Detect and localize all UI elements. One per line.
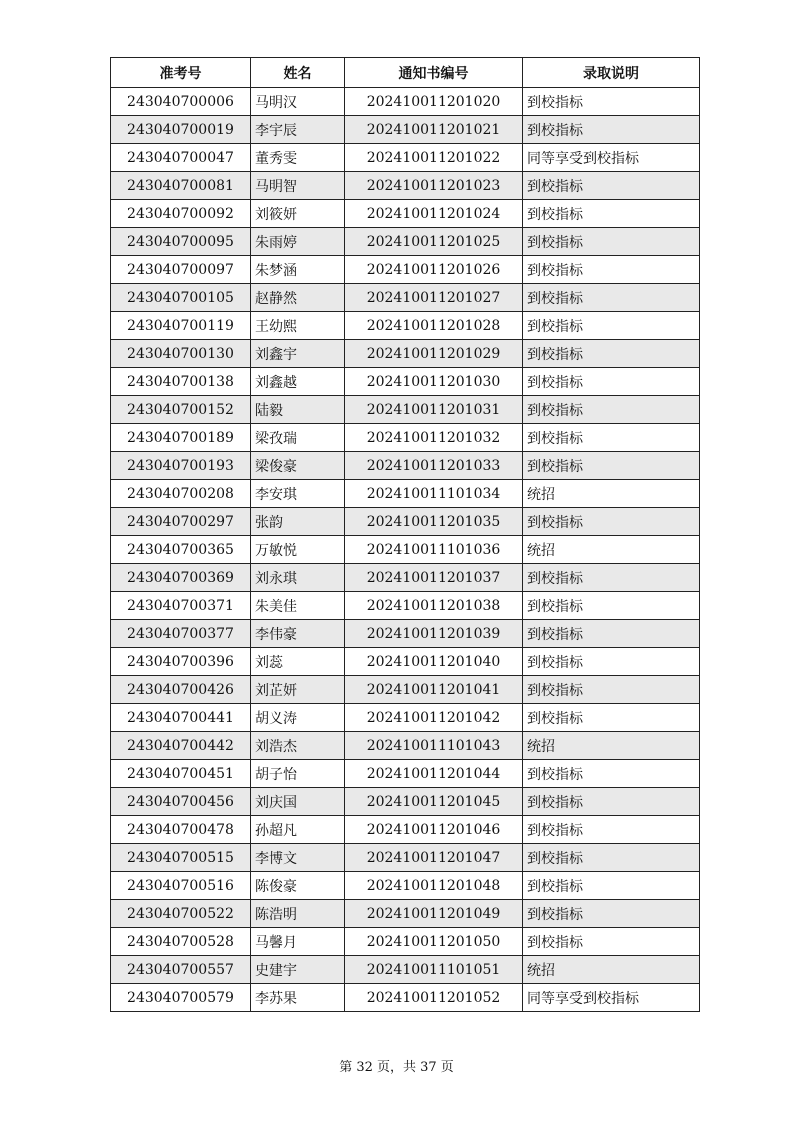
admission-note-cell: 到校指标 (523, 900, 700, 928)
notice-number-cell: 202410011201029 (345, 340, 523, 368)
exam-number-cell: 243040700426 (111, 676, 251, 704)
admission-note-cell: 到校指标 (523, 284, 700, 312)
exam-number-cell: 243040700119 (111, 312, 251, 340)
notice-number-cell: 202410011201048 (345, 872, 523, 900)
table-row (111, 564, 700, 592)
notice-number-cell: 202410011201045 (345, 788, 523, 816)
admission-note-cell: 统招 (523, 536, 700, 564)
header-notice-number: 通知书编号 (345, 58, 523, 88)
admission-table (110, 57, 700, 1012)
name-cell: 李伟豪 (251, 620, 345, 648)
name-cell: 刘蕊 (251, 648, 345, 676)
admission-note-cell: 到校指标 (523, 200, 700, 228)
name-cell: 万敏悦 (251, 536, 345, 564)
exam-number-cell: 243040700371 (111, 592, 251, 620)
admission-note-cell: 到校指标 (523, 704, 700, 732)
name-cell: 董秀雯 (251, 144, 345, 172)
notice-number-cell: 202410011201021 (345, 116, 523, 144)
name-cell: 朱雨婷 (251, 228, 345, 256)
name-cell: 李安琪 (251, 480, 345, 508)
notice-number-cell: 202410011201046 (345, 816, 523, 844)
name-cell: 刘筱妍 (251, 200, 345, 228)
table-row (111, 760, 700, 788)
name-cell: 李苏果 (251, 984, 345, 1012)
table-row (111, 396, 700, 424)
table-body (111, 88, 700, 1012)
notice-number-cell: 202410011201033 (345, 452, 523, 480)
table-row (111, 480, 700, 508)
exam-number-cell: 243040700365 (111, 536, 251, 564)
exam-number-cell: 243040700579 (111, 984, 251, 1012)
notice-number-cell: 202410011201022 (345, 144, 523, 172)
admission-note-cell: 到校指标 (523, 592, 700, 620)
notice-number-cell: 202410011201025 (345, 228, 523, 256)
name-cell: 梁俊豪 (251, 452, 345, 480)
admission-note-cell: 到校指标 (523, 648, 700, 676)
table-row (111, 200, 700, 228)
notice-number-cell: 202410011201040 (345, 648, 523, 676)
table-row (111, 228, 700, 256)
notice-number-cell: 202410011201030 (345, 368, 523, 396)
notice-number-cell: 202410011201047 (345, 844, 523, 872)
admission-note-cell: 到校指标 (523, 312, 700, 340)
name-cell: 朱梦涵 (251, 256, 345, 284)
notice-number-cell: 202410011201032 (345, 424, 523, 452)
notice-number-cell: 202410011201028 (345, 312, 523, 340)
table-row (111, 424, 700, 452)
notice-number-cell: 202410011201039 (345, 620, 523, 648)
admission-note-cell: 同等享受到校指标 (523, 144, 700, 172)
name-cell: 朱美佳 (251, 592, 345, 620)
table-row (111, 872, 700, 900)
header-admission-note: 录取说明 (523, 58, 700, 88)
admission-note-cell: 到校指标 (523, 620, 700, 648)
exam-number-cell: 243040700442 (111, 732, 251, 760)
header-exam-number: 准考号 (111, 58, 251, 88)
notice-number-cell: 202410011201041 (345, 676, 523, 704)
name-cell: 孙超凡 (251, 816, 345, 844)
admission-note-cell: 同等享受到校指标 (523, 984, 700, 1012)
name-cell: 陈浩明 (251, 900, 345, 928)
table-row (111, 592, 700, 620)
exam-number-cell: 243040700092 (111, 200, 251, 228)
notice-number-cell: 202410011101034 (345, 480, 523, 508)
admission-note-cell: 到校指标 (523, 872, 700, 900)
notice-number-cell: 202410011201038 (345, 592, 523, 620)
notice-number-cell: 202410011201050 (345, 928, 523, 956)
table-row (111, 900, 700, 928)
name-cell: 刘鑫越 (251, 368, 345, 396)
exam-number-cell: 243040700377 (111, 620, 251, 648)
exam-number-cell: 243040700189 (111, 424, 251, 452)
exam-number-cell: 243040700396 (111, 648, 251, 676)
exam-number-cell: 243040700557 (111, 956, 251, 984)
name-cell: 王幼熙 (251, 312, 345, 340)
name-cell: 李博文 (251, 844, 345, 872)
admission-note-cell: 到校指标 (523, 340, 700, 368)
table-row (111, 284, 700, 312)
table-row (111, 928, 700, 956)
table-row (111, 256, 700, 284)
notice-number-cell: 202410011201024 (345, 200, 523, 228)
exam-number-cell: 243040700047 (111, 144, 251, 172)
name-cell: 马馨月 (251, 928, 345, 956)
table-row (111, 88, 700, 116)
admission-note-cell: 到校指标 (523, 116, 700, 144)
notice-number-cell: 202410011101051 (345, 956, 523, 984)
notice-number-cell: 202410011101043 (345, 732, 523, 760)
name-cell: 刘永琪 (251, 564, 345, 592)
table-row (111, 536, 700, 564)
name-cell: 李宇辰 (251, 116, 345, 144)
header-name: 姓名 (251, 58, 345, 88)
table-row (111, 452, 700, 480)
exam-number-cell: 243040700369 (111, 564, 251, 592)
exam-number-cell: 243040700516 (111, 872, 251, 900)
table-header-row (111, 58, 700, 88)
notice-number-cell: 202410011201020 (345, 88, 523, 116)
notice-number-cell: 202410011201026 (345, 256, 523, 284)
admission-note-cell: 到校指标 (523, 368, 700, 396)
exam-number-cell: 243040700478 (111, 816, 251, 844)
admission-note-cell: 到校指标 (523, 816, 700, 844)
page-footer: 第 32 页，共 37 页 (339, 1060, 454, 1075)
exam-number-cell: 243040700522 (111, 900, 251, 928)
notice-number-cell: 202410011201044 (345, 760, 523, 788)
notice-number-cell: 202410011201023 (345, 172, 523, 200)
admission-note-cell: 到校指标 (523, 788, 700, 816)
name-cell: 马明汉 (251, 88, 345, 116)
table-row (111, 368, 700, 396)
admission-note-cell: 到校指标 (523, 452, 700, 480)
name-cell: 陆毅 (251, 396, 345, 424)
name-cell: 胡子怡 (251, 760, 345, 788)
name-cell: 刘庆国 (251, 788, 345, 816)
exam-number-cell: 243040700130 (111, 340, 251, 368)
table-row (111, 732, 700, 760)
notice-number-cell: 202410011201027 (345, 284, 523, 312)
exam-number-cell: 243040700208 (111, 480, 251, 508)
admission-note-cell: 到校指标 (523, 256, 700, 284)
name-cell: 梁孜瑞 (251, 424, 345, 452)
table-row (111, 508, 700, 536)
admission-note-cell: 到校指标 (523, 928, 700, 956)
exam-number-cell: 243040700152 (111, 396, 251, 424)
table-row (111, 844, 700, 872)
exam-number-cell: 243040700441 (111, 704, 251, 732)
admission-note-cell: 统招 (523, 480, 700, 508)
table-row (111, 648, 700, 676)
name-cell: 史建宇 (251, 956, 345, 984)
admission-note-cell: 统招 (523, 732, 700, 760)
notice-number-cell: 202410011201049 (345, 900, 523, 928)
exam-number-cell: 243040700515 (111, 844, 251, 872)
name-cell: 刘芷妍 (251, 676, 345, 704)
admission-note-cell: 到校指标 (523, 88, 700, 116)
notice-number-cell: 202410011201042 (345, 704, 523, 732)
table-row (111, 172, 700, 200)
table-row (111, 312, 700, 340)
exam-number-cell: 243040700193 (111, 452, 251, 480)
admission-note-cell: 到校指标 (523, 760, 700, 788)
exam-number-cell: 243040700105 (111, 284, 251, 312)
admission-note-cell: 统招 (523, 956, 700, 984)
exam-number-cell: 243040700528 (111, 928, 251, 956)
admission-note-cell: 到校指标 (523, 844, 700, 872)
name-cell: 胡义涛 (251, 704, 345, 732)
name-cell: 刘鑫宇 (251, 340, 345, 368)
notice-number-cell: 202410011201052 (345, 984, 523, 1012)
name-cell: 刘浩杰 (251, 732, 345, 760)
table-row (111, 144, 700, 172)
admission-note-cell: 到校指标 (523, 676, 700, 704)
exam-number-cell: 243040700138 (111, 368, 251, 396)
exam-number-cell: 243040700006 (111, 88, 251, 116)
table-row (111, 788, 700, 816)
exam-number-cell: 243040700019 (111, 116, 251, 144)
admission-note-cell: 到校指标 (523, 424, 700, 452)
name-cell: 赵静然 (251, 284, 345, 312)
table-row (111, 704, 700, 732)
notice-number-cell: 202410011101036 (345, 536, 523, 564)
exam-number-cell: 243040700456 (111, 788, 251, 816)
name-cell: 陈俊豪 (251, 872, 345, 900)
exam-number-cell: 243040700097 (111, 256, 251, 284)
exam-number-cell: 243040700297 (111, 508, 251, 536)
table-row (111, 984, 700, 1012)
name-cell: 张韵 (251, 508, 345, 536)
table-row (111, 956, 700, 984)
exam-number-cell: 243040700451 (111, 760, 251, 788)
admission-note-cell: 到校指标 (523, 508, 700, 536)
exam-number-cell: 243040700081 (111, 172, 251, 200)
table-row (111, 816, 700, 844)
table-row (111, 340, 700, 368)
notice-number-cell: 202410011201035 (345, 508, 523, 536)
notice-number-cell: 202410011201031 (345, 396, 523, 424)
admission-note-cell: 到校指标 (523, 396, 700, 424)
notice-number-cell: 202410011201037 (345, 564, 523, 592)
table-row (111, 116, 700, 144)
table-row (111, 620, 700, 648)
name-cell: 马明智 (251, 172, 345, 200)
table-row (111, 676, 700, 704)
exam-number-cell: 243040700095 (111, 228, 251, 256)
admission-note-cell: 到校指标 (523, 172, 700, 200)
admission-note-cell: 到校指标 (523, 564, 700, 592)
admission-note-cell: 到校指标 (523, 228, 700, 256)
